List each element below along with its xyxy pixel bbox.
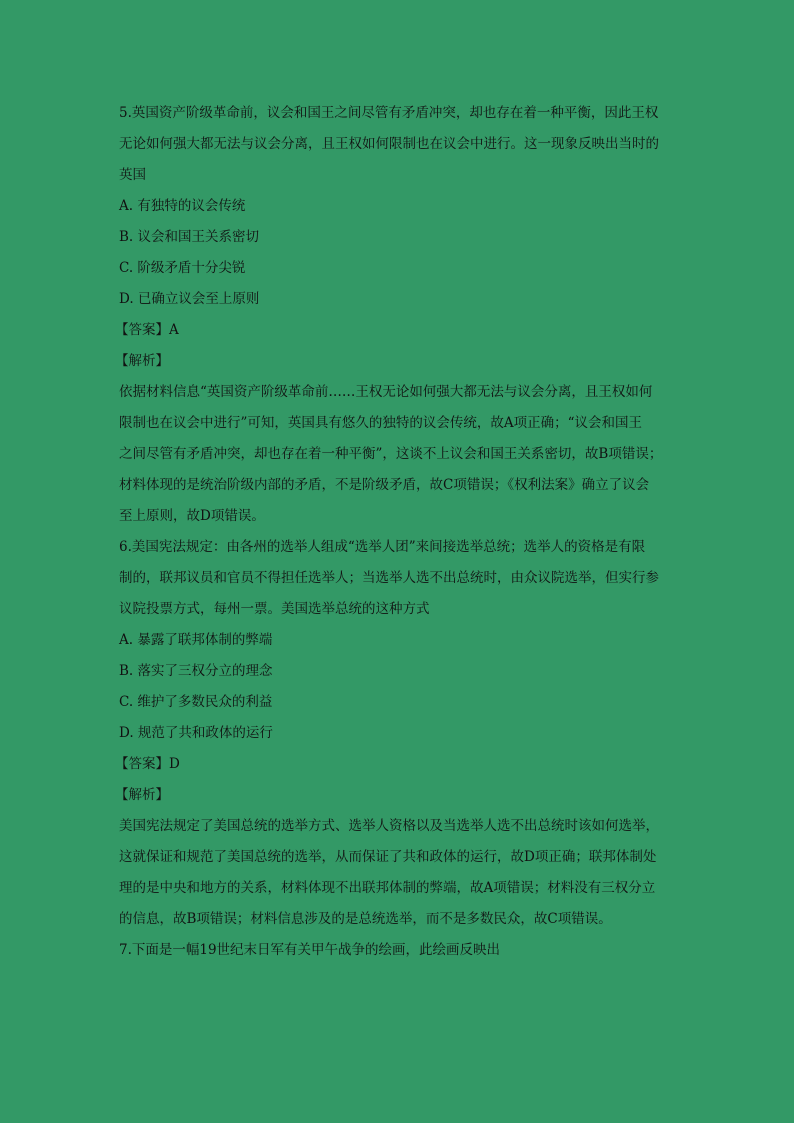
q6-stem-line: 6.美国宪法规定：由各州的选举人组成“选举人团”来间接选举总统；选举人的资格是有限 — [119, 539, 646, 555]
q6-analysis-line: 这就保证和规范了美国总统的选举，从而保证了共和政体的运行，故D项正确；联邦体制处 — [119, 849, 657, 865]
q5-option-b: B. 议会和国王关系密切 — [119, 229, 260, 245]
q6-stem-line: 制的，联邦议员和官员不得担任选举人；当选举人选不出总统时，由众议院选举，但实行参 — [119, 570, 659, 586]
q5-analysis-line: 依据材料信息“英国资产阶级革命前……王权无论如何强大都无法与议会分离，且王权如何 — [119, 384, 653, 400]
q6-analysis-line: 的信息，故B项错误；材料信息涉及的是总统选举，而不是多数民众，故C项错误。 — [119, 911, 612, 927]
q6-stem-line: 议院投票方式，每州一票。美国选举总统的这种方式 — [119, 601, 430, 617]
q5-answer: 【答案】A — [115, 322, 179, 338]
question-7 — [119, 935, 679, 966]
q6-analysis-line: 理的是中央和地方的关系，材料体现不出联邦体制的弊端，故A项错误；材料没有三权分立 — [119, 880, 656, 896]
q5-analysis-line: 限制也在议会中进行”可知，英国具有悠久的独特的议会传统，故A项正确；“议会和国王 — [119, 415, 643, 431]
q6-analysis-line: 美国宪法规定了美国总统的选举方式、选举人资格以及当选举人选不出总统时该如何选举， — [119, 818, 659, 834]
q6-option-d: D. 规范了共和政体的运行 — [119, 725, 273, 741]
q6-option-c: C. 维护了多数民众的利益 — [119, 694, 273, 710]
q5-option-a: A. 有独特的议会传统 — [119, 198, 246, 214]
q6-option-a: A. 暴露了联邦体制的弊端 — [119, 632, 273, 648]
q7-stem-line: 7.下面是一幅19世纪末日军有关甲午战争的绘画，此绘画反映出 — [119, 942, 501, 958]
q5-analysis-line: 之间尽管有矛盾冲突，却也存在着一种平衡”，这谈不上议会和国王关系密切，故B项错误； — [119, 446, 663, 462]
q5-stem-line: 5.英国资产阶级革命前，议会和国王之间尽管有矛盾冲突，却也存在着一种平衡，因此王权 — [119, 105, 659, 121]
q5-stem-line: 英国 — [119, 167, 146, 183]
q5-option-d: D. 已确立议会至上原则 — [119, 291, 260, 307]
q6-option-b: B. 落实了三权分立的理念 — [119, 663, 273, 679]
q5-stem-line: 无论如何强大都无法与议会分离，且王权如何限制也在议会中进行。这一现象反映出当时的 — [119, 136, 659, 152]
document-content — [115, 98, 679, 966]
question-5 — [115, 98, 679, 532]
question-6 — [115, 532, 679, 935]
q5-analysis-line: 至上原则，故D项错误。 — [119, 508, 265, 524]
q5-analysis-label: 【解析】 — [115, 353, 169, 369]
q6-answer: 【答案】D — [115, 756, 180, 772]
q5-analysis-line: 材料体现的是统治阶级内部的矛盾，不是阶级矛盾，故C项错误；《权利法案》确立了议会 — [119, 477, 650, 493]
q5-option-c: C. 阶级矛盾十分尖锐 — [119, 260, 246, 276]
q6-analysis-label: 【解析】 — [115, 787, 169, 803]
